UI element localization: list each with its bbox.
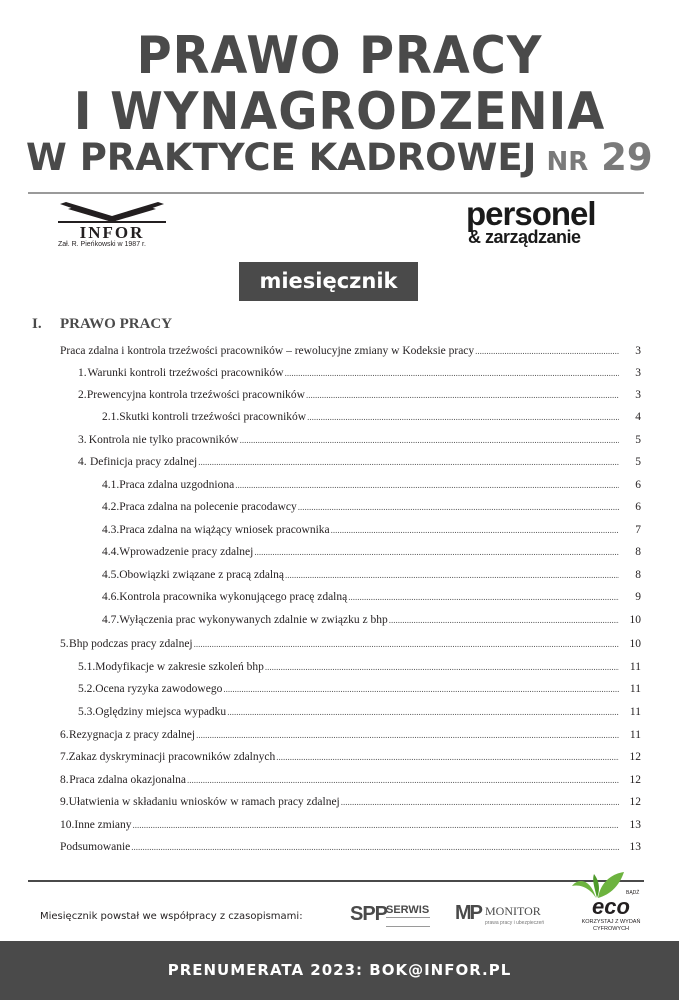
toc-dot-leader — [285, 570, 619, 580]
toc-entry-number: 5.3. — [78, 706, 96, 718]
toc-dot-leader — [196, 730, 619, 740]
toc-entry[interactable] — [102, 411, 641, 431]
toc-entry-number: 2.1. — [102, 411, 120, 423]
toc-entry-title: Praca zdalna na polecenie pracodawcy — [119, 501, 297, 513]
eco-word: eco — [592, 894, 630, 919]
toc-entry-number: 4.2. — [102, 501, 120, 513]
section-number: I. — [32, 316, 42, 332]
personel-logo — [466, 195, 636, 255]
toc-entry-number: 7. — [60, 751, 69, 763]
toc-dot-leader — [198, 457, 619, 467]
spp-mark: SPP — [350, 903, 388, 925]
toc-entry-page: 7 — [635, 524, 641, 536]
title-line-3-text: W PRAKTYCE KADROWEJ — [26, 136, 537, 179]
toc-dot-leader — [475, 346, 619, 356]
toc-entry-page: 11 — [629, 706, 641, 718]
toc-entry-number: 6. — [60, 729, 69, 741]
toc-dot-leader — [341, 797, 619, 807]
section-title: PRAWO PRACY — [60, 316, 173, 332]
toc-entry-page: 5 — [635, 434, 641, 446]
toc-dot-leader — [187, 775, 619, 785]
toc-entry-title: Praca zdalna okazjonalna — [69, 774, 187, 786]
infor-tagline: Zał. R. Pieńkowski w 1987 r. — [58, 241, 146, 248]
toc-dot-leader — [348, 592, 619, 602]
toc-entry-page: 5 — [635, 456, 641, 468]
toc-entry-title: Definicja pracy zdalnej — [89, 456, 198, 468]
eco-badz: BĄDŹ — [626, 890, 640, 896]
toc-entry[interactable] — [60, 796, 641, 816]
toc-entry-title: Rezygnacja z pracy zdalnej — [69, 729, 196, 741]
toc-entry-page: 13 — [629, 819, 641, 831]
toc-entry-page: 3 — [635, 367, 641, 379]
spp-serwis-logo — [350, 903, 434, 927]
toc-entry-title: Praca zdalna i kontrola trzeźwości pracowników – rewolucyjne zmiany w Kodeksie pracy — [60, 345, 475, 357]
toc-entry-number: 4.5. — [102, 569, 120, 581]
personel-logo-sub: & zarządzanie — [468, 227, 581, 247]
toc-entry[interactable] — [102, 614, 641, 634]
toc-dot-leader — [307, 412, 619, 422]
eco-logo — [568, 870, 654, 940]
toc-entry-page: 11 — [629, 661, 641, 673]
personel-logo-main: personel — [466, 195, 596, 232]
toc-entry-page: 13 — [629, 841, 641, 853]
eco-subtitle: KORZYSTAJ Z WYDAŃ CYFROWYCH — [581, 919, 641, 932]
toc-dot-leader — [298, 502, 619, 512]
toc-entry-page: 10 — [629, 638, 641, 650]
spp-lines-icon — [386, 917, 430, 927]
spp-name: SERWIS — [386, 904, 430, 916]
toc-entry[interactable] — [60, 841, 641, 861]
toc-entry-number: 4.4. — [102, 546, 120, 558]
toc-entry-page: 3 — [635, 389, 641, 401]
toc-entry[interactable] — [102, 524, 641, 544]
toc-entry-title: Kontrola nie tylko pracowników — [88, 434, 239, 446]
toc-dot-leader — [306, 390, 619, 400]
toc-entry[interactable] — [78, 661, 641, 681]
toc-entry[interactable] — [102, 569, 641, 589]
toc-entry[interactable] — [78, 456, 641, 476]
footer-bar — [0, 941, 679, 1000]
toc-entry-number: 5.2. — [78, 683, 96, 695]
toc-entry-title: Ułatwienia w składaniu wniosków w ramach pracy zdalnej — [68, 796, 340, 808]
toc-entry-title: Wyłączenia prac wykonywanych zdalnie w związku z bhp — [119, 614, 388, 626]
toc-entry-page: 11 — [629, 729, 641, 741]
issue-number — [546, 136, 652, 179]
toc-entry-title: Obowiązki związane z pracą zdalną — [119, 569, 284, 581]
toc-entry-number: 8. — [60, 774, 69, 786]
toc-entry[interactable] — [78, 367, 641, 387]
toc-entry-title: Kontrola pracownika wykonującego pracę zdalną — [119, 591, 348, 603]
toc-entry[interactable] — [60, 819, 641, 839]
toc-dot-leader — [235, 480, 619, 490]
toc-entry-number: 4.7. — [102, 614, 120, 626]
toc-entry-title: Zakaz dyskryminacji pracowników zdalnych — [68, 751, 276, 763]
toc-entry-title: Praca zdalna uzgodniona — [119, 479, 235, 491]
subscription-contact[interactable]: PRENUMERATA 2023: BOK@INFOR.PL — [167, 961, 512, 979]
toc-dot-leader — [265, 662, 619, 672]
toc-entry-page: 8 — [635, 546, 641, 558]
cooperation-text: Miesięcznik powstał we współpracy z czasopismami: — [40, 911, 303, 922]
toc-entry-title: Praca zdalna na wiążący wniosek pracownika — [119, 524, 330, 536]
infor-logo — [52, 200, 172, 250]
mp-mark: MP — [455, 902, 481, 924]
toc-entry-page: 6 — [635, 501, 641, 513]
toc-entry[interactable] — [78, 683, 641, 703]
toc-entry-page: 12 — [629, 751, 641, 763]
toc-entry[interactable] — [78, 706, 641, 726]
toc-entry-page: 9 — [635, 591, 641, 603]
toc-entry[interactable] — [60, 774, 641, 794]
toc-entry-number: 2. — [78, 389, 87, 401]
toc-dot-leader — [240, 435, 619, 445]
toc-entry[interactable] — [102, 591, 641, 611]
toc-entry-page: 3 — [635, 345, 641, 357]
toc-entry-title: Ocena ryzyka zawodowego — [95, 683, 223, 695]
toc-dot-leader — [131, 842, 619, 852]
toc-dot-leader — [227, 707, 619, 717]
toc-entry-number: 10. — [60, 819, 75, 831]
toc-entry[interactable] — [78, 434, 641, 454]
mp-monitor-logo — [455, 902, 555, 930]
toc-dot-leader — [254, 547, 619, 557]
toc-dot-leader — [389, 615, 619, 625]
issue-prefix: NR — [546, 147, 589, 177]
toc-entry-number: 4.1. — [102, 479, 120, 491]
mp-name: MONITOR — [485, 904, 541, 918]
toc-entry[interactable] — [102, 479, 641, 499]
toc-dot-leader — [285, 368, 619, 378]
toc-dot-leader — [223, 684, 619, 694]
toc-dot-leader — [331, 525, 619, 535]
toc-entry-page: 11 — [629, 683, 641, 695]
toc-entry-page: 12 — [629, 796, 641, 808]
toc-dot-leader — [194, 639, 619, 649]
toc-entry-number: 4.3. — [102, 524, 120, 536]
toc-entry[interactable] — [60, 751, 641, 771]
toc-entry[interactable] — [60, 345, 641, 365]
section-heading — [32, 316, 172, 333]
toc-dot-leader — [276, 752, 619, 762]
toc-entry-title: Skutki kontroli trzeźwości pracowników — [119, 411, 307, 423]
issue-value: 29 — [601, 136, 653, 179]
toc-entry-page: 6 — [635, 479, 641, 491]
toc-entry[interactable] — [102, 546, 641, 566]
toc-entry[interactable] — [60, 638, 641, 658]
toc-entry-number: 1. — [78, 367, 87, 379]
toc-entry[interactable] — [60, 729, 641, 749]
infor-wings-icon — [52, 200, 172, 224]
toc-entry-title: Podsumowanie — [60, 841, 131, 853]
toc-entry-title: Bhp podczas pracy zdalnej — [69, 638, 193, 650]
toc-entry-title: Inne zmiany — [74, 819, 132, 831]
toc-entry[interactable] — [78, 389, 641, 409]
mp-subtitle: prawa pracy i ubezpieczeń — [485, 920, 545, 926]
toc-entry-title: Wprowadzenie pracy zdalnej — [119, 546, 254, 558]
footer-divider — [28, 880, 644, 882]
toc-entry-page: 4 — [635, 411, 641, 423]
toc-entry[interactable] — [102, 501, 641, 521]
toc-entry-number: 9. — [60, 796, 69, 808]
toc-entry-number: 4. — [78, 456, 87, 468]
title-line-3 — [26, 136, 653, 179]
toc-dot-leader — [133, 820, 619, 830]
header-divider — [28, 192, 644, 194]
title-line-2: I WYNAGRODZENIA — [73, 82, 606, 142]
frequency-badge: miesięcznik — [239, 262, 418, 301]
toc-entry-title: Modyfikacje w zakresie szkoleń bhp — [95, 661, 264, 673]
toc-entry-page: 12 — [629, 774, 641, 786]
toc-entry-number: 3. — [78, 434, 87, 446]
toc-entry-page: 10 — [629, 614, 641, 626]
infor-logo-text: INFOR — [79, 223, 145, 242]
toc-entry-number: 4.6. — [102, 591, 120, 603]
toc-entry-title: Warunki kontroli trzeźwości pracowników — [87, 367, 284, 379]
toc-entry-page: 8 — [635, 569, 641, 581]
toc-entry-title: Oględziny miejsca wypadku — [95, 706, 227, 718]
title-line-1: PRAWO PRACY — [136, 26, 543, 86]
toc-entry-number: 5.1. — [78, 661, 96, 673]
toc-entry-number: 5. — [60, 638, 69, 650]
toc-entry-title: Prewencyjna kontrola trzeźwości pracowników — [86, 389, 305, 401]
